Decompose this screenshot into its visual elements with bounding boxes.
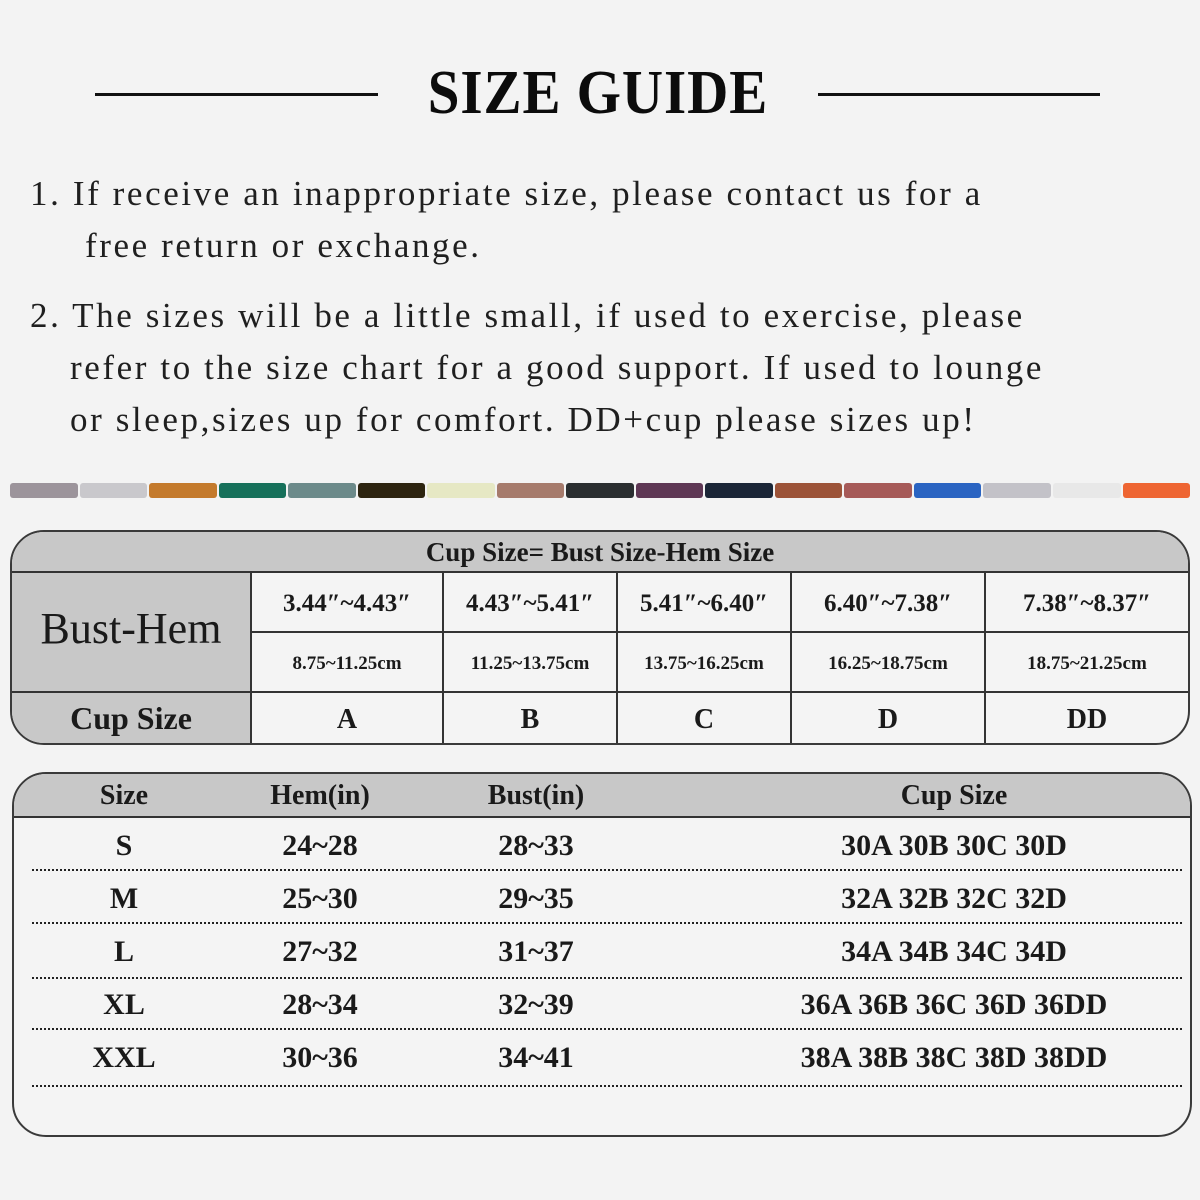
cup-size-cell: 38A 38B 38C 38D 38DD xyxy=(800,1041,1108,1074)
color-swatch xyxy=(636,483,704,498)
note-text: refer to the size chart for a good support. If used to lounge xyxy=(70,348,1045,387)
hem-cell: 24~28 xyxy=(282,829,358,862)
bust-cell: 29~35 xyxy=(498,882,574,915)
table-row xyxy=(14,873,1190,925)
cup-size-cell: 34A 34B 34C 34D xyxy=(841,935,1067,968)
note-text: If receive an inappropriate size, please contact us for a xyxy=(72,174,983,213)
color-swatch xyxy=(1053,483,1121,498)
cup-row xyxy=(252,691,1188,745)
inches-cell: 4.43″~5.41″ xyxy=(444,573,618,631)
cup-cell: B xyxy=(444,693,618,745)
bust-hem-label: Bust-Hem xyxy=(12,573,252,691)
size-cell: XL xyxy=(103,988,145,1021)
title-divider-left xyxy=(95,93,378,96)
size-cell: S xyxy=(115,829,133,862)
inches-cell: 6.40″~7.38″ xyxy=(792,573,986,631)
color-swatch xyxy=(775,483,843,498)
cm-cell: 8.75~11.25cm xyxy=(252,633,444,691)
hem-cell: 25~30 xyxy=(282,882,358,915)
note-number: 2. xyxy=(30,296,62,335)
cup-size-cell: 30A 30B 30C 30D xyxy=(841,829,1067,862)
inches-row xyxy=(252,573,1188,633)
cm-cell: 18.75~21.25cm xyxy=(1027,653,1147,674)
row-divider xyxy=(32,1085,1182,1087)
note-text: free return or exchange. xyxy=(85,226,482,265)
size-chart-table xyxy=(12,772,1192,1137)
table-row xyxy=(14,1032,1190,1084)
cm-cell: 11.25~13.75cm xyxy=(444,633,618,691)
color-swatch xyxy=(219,483,287,498)
color-swatch xyxy=(705,483,773,498)
hem-cell: 27~32 xyxy=(282,935,358,968)
cup-table-grid xyxy=(252,573,1188,745)
size-cell: L xyxy=(113,935,134,968)
row-divider xyxy=(32,922,1182,924)
cup-cell: D xyxy=(792,693,986,745)
size-cell: M xyxy=(109,882,139,915)
color-swatch xyxy=(914,483,982,498)
size-chart-header xyxy=(14,774,1190,818)
inches-cell: 7.38″~8.37″ xyxy=(1022,590,1152,617)
bust-cell: 28~33 xyxy=(498,829,574,862)
row-divider xyxy=(32,1028,1182,1030)
color-swatch-strip xyxy=(10,483,1190,498)
note-text: The sizes will be a little small, if used to exercise, please xyxy=(72,296,1025,335)
header-hem: Hem(in) xyxy=(270,780,370,811)
inches-cell: 5.41″~6.40″ xyxy=(618,573,792,631)
cup-size-cell: 36A 36B 36C 36D 36DD xyxy=(800,988,1108,1021)
bust-cell: 34~41 xyxy=(498,1041,574,1074)
row-divider xyxy=(32,869,1182,871)
table-row xyxy=(14,979,1190,1031)
color-swatch xyxy=(427,483,495,498)
size-cell: XXL xyxy=(92,1041,156,1074)
table-row xyxy=(14,926,1190,978)
title-divider-right xyxy=(818,93,1100,96)
note-number: 1. xyxy=(30,174,62,213)
header-cup-size: Cup Size xyxy=(900,780,1008,811)
color-swatch xyxy=(358,483,426,498)
color-swatch xyxy=(80,483,148,498)
inches-cell: 3.44″~4.43″ xyxy=(252,573,444,631)
color-swatch xyxy=(497,483,565,498)
cup-cell: C xyxy=(618,693,792,745)
note-1 xyxy=(30,168,1195,272)
color-swatch xyxy=(983,483,1051,498)
cm-row xyxy=(252,633,1188,691)
color-swatch xyxy=(1123,483,1191,498)
cup-cell: A xyxy=(252,693,444,745)
hem-cell: 28~34 xyxy=(282,988,358,1021)
header-bust: Bust(in) xyxy=(487,780,585,811)
cup-cell: DD xyxy=(1066,704,1108,735)
color-swatch xyxy=(288,483,356,498)
cm-cell: 13.75~16.25cm xyxy=(618,633,792,691)
note-text: or sleep,sizes up for comfort. DD+cup please sizes up! xyxy=(70,400,977,439)
color-swatch xyxy=(566,483,634,498)
header-size: Size xyxy=(99,780,149,811)
cm-cell: 16.25~18.75cm xyxy=(792,633,986,691)
cup-table-title: Cup Size= Bust Size-Hem Size xyxy=(12,532,1188,573)
hem-cell: 30~36 xyxy=(282,1041,358,1074)
bust-cell: 31~37 xyxy=(498,935,574,968)
color-swatch xyxy=(844,483,912,498)
color-swatch xyxy=(149,483,217,498)
cup-size-label: Cup Size xyxy=(12,691,252,745)
cup-size-cell: 32A 32B 32C 32D xyxy=(841,882,1067,915)
table-row xyxy=(14,820,1190,872)
color-swatch xyxy=(10,483,78,498)
cup-size-table xyxy=(10,530,1190,745)
page-title: SIZE GUIDE xyxy=(427,59,769,127)
note-2 xyxy=(30,290,1195,446)
bust-cell: 32~39 xyxy=(498,988,574,1021)
title-row xyxy=(0,58,1200,128)
